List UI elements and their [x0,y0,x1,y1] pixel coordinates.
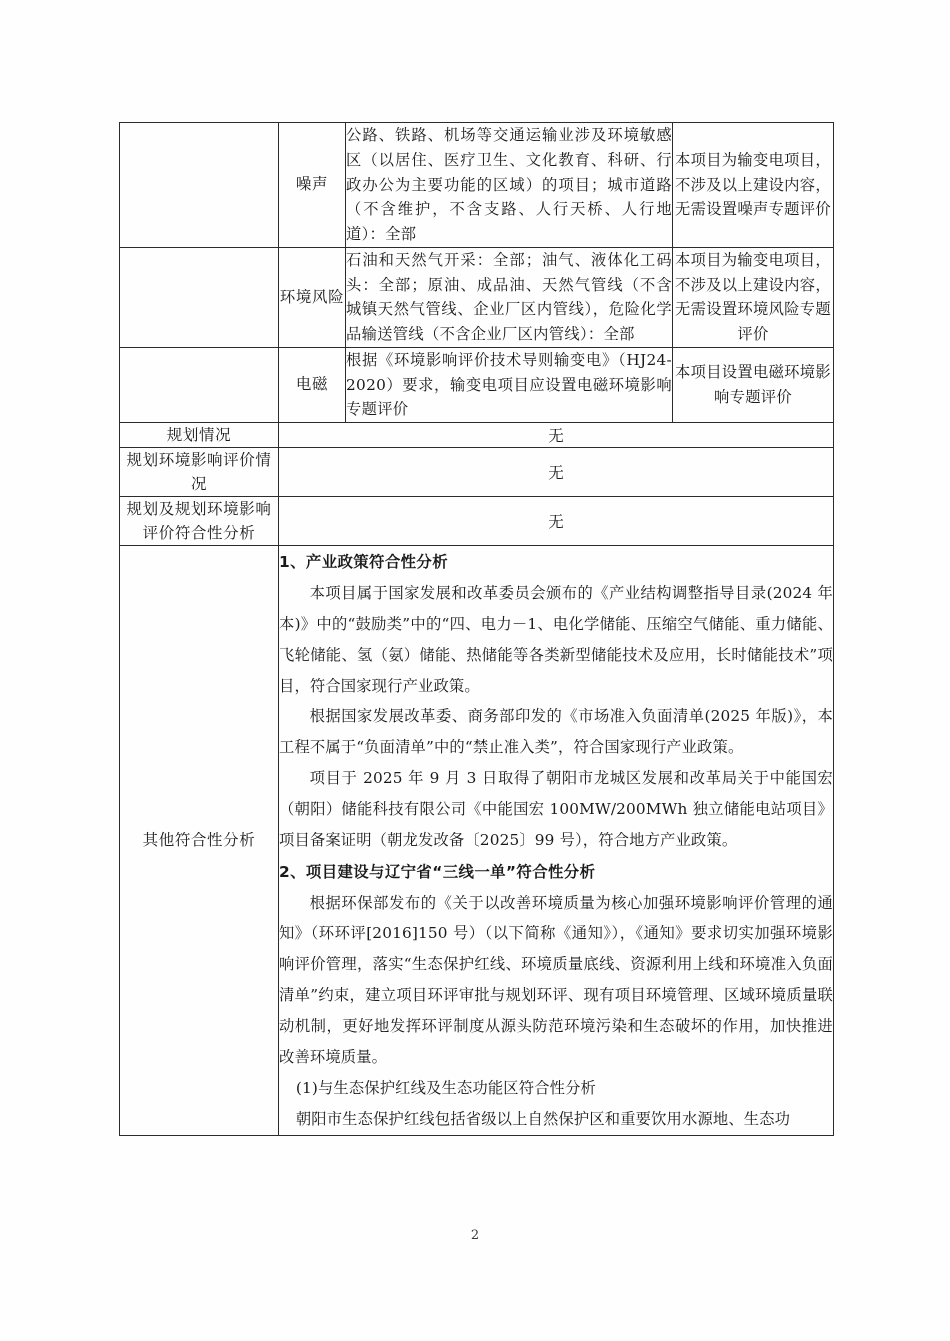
value-planning: 无 [279,423,834,448]
paragraph-subheading-redline: (1)与生态保护红线及生态功能区符合性分析 [295,1078,596,1097]
row-label-continued-2 [120,247,279,347]
sub-label-environmental-risk: 环境风险 [279,247,346,347]
heading-industrial-policy: 1、产业政策符合性分析 [279,553,449,572]
sub-label-noise: 噪声 [279,123,346,248]
paragraph-industrial-catalog: 本项目属于国家发展和改革委员会颁布的《产业结构调整指导目录(2024 年本)》中的“鼓励类”中的“四、电力－1、电化学储能、压缩空气储能、重力储能、飞轮储能、氢（氨）储能、热储能等各类新型储能技术及应用，长时储能技术”项目，符合国家现行产业政策。 [279,583,833,695]
table-row-noise [120,123,834,248]
heading-three-lines-one-list: 2、项目建设与辽宁省“三线一单”符合性分析 [279,862,596,881]
conclusion-environmental-risk: 本项目为输变电项目，不涉及以上建设内容，无需设置环境风险专题评价 [673,247,834,347]
paragraph-moe-notice: 根据环保部发布的《关于以改善环境质量为核心加强环境影响评价管理的通知》（环环评[2016]150 号）（以下简称《通知》），《通知》要求切实加强环境影响评价管理，落实“生态保护红线、环境质量底线、资源利用上线和环境准入负面清单”约束，建立项目环评审批与规划环评、现有项目环境管理、区域环境质量联动机制，更好地发挥环评制度从源头防范环境污染和生态破坏的作用，加快推进改善环境质量。 [279,893,833,1067]
other-consistency-content [279,546,834,1135]
table-row-planning-consistency [120,497,834,546]
row-label-continued-3 [120,347,279,422]
row-label-planning-consistency: 规划及规划环境影响评价符合性分析 [120,497,279,546]
criteria-noise: 公路、铁路、机场等交通运输业涉及环境敏感区（以居住、医疗卫生、文化教育、科研、行政办公为主要功能的区域）的项目；城市道路（不含维护，不含支路、人行天桥、人行地道）：全部 [346,123,673,248]
table-row-electromagnetic [120,347,834,422]
conclusion-electromagnetic: 本项目设置电磁环境影响专题评价 [673,347,834,422]
row-label-planning: 规划情况 [120,423,279,448]
criteria-electromagnetic: 根据《环境影响评价技术导则输变电》（HJ24-2020）要求，输变电项目应设置电磁环境影响专题评价 [346,347,673,422]
table-row-planning-eia [120,448,834,497]
row-label-other-consistency: 其他符合性分析 [120,546,279,1135]
sub-label-electromagnetic: 电磁 [279,347,346,422]
table-row-other-consistency [120,546,834,1135]
table-row-planning [120,423,834,448]
row-label-continued [120,123,279,248]
paragraph-project-filing: 项目于 2025 年 9 月 3 日取得了朝阳市龙城区发展和改革局关于中能国宏（朝阳）储能科技有限公司《中能国宏 100MW/200MWh 独立储能电站项目》项目备案证明（朝龙发改备〔2025〕99 号），符合地方产业政策。 [279,769,833,850]
environmental-assessment-table [119,122,834,1136]
value-planning-eia: 无 [279,448,834,497]
page-number: 2 [470,1228,480,1243]
table-row-environmental-risk [120,247,834,347]
paragraph-negative-list: 根据国家发展改革委、商务部印发的《市场准入负面清单(2025 年版)》，本工程不属于“负面清单”中的“禁止准入类”，符合国家现行产业政策。 [279,707,833,757]
value-planning-consistency: 无 [279,497,834,546]
paragraph-chaoyang-redline: 朝阳市生态保护红线包括省级以上自然保护区和重要饮用水源地、生态功 [295,1109,791,1128]
criteria-environmental-risk: 石油和天然气开采：全部；油气、液体化工码头：全部；原油、成品油、天然气管线（不含城镇天然气管线、企业厂区内管线），危险化学品输送管线（不含企业厂区内管线）：全部 [346,247,673,347]
row-label-planning-eia: 规划环境影响评价情况 [120,448,279,497]
conclusion-noise: 本项目为输变电项目，不涉及以上建设内容，无需设置噪声专题评价 [673,123,834,248]
